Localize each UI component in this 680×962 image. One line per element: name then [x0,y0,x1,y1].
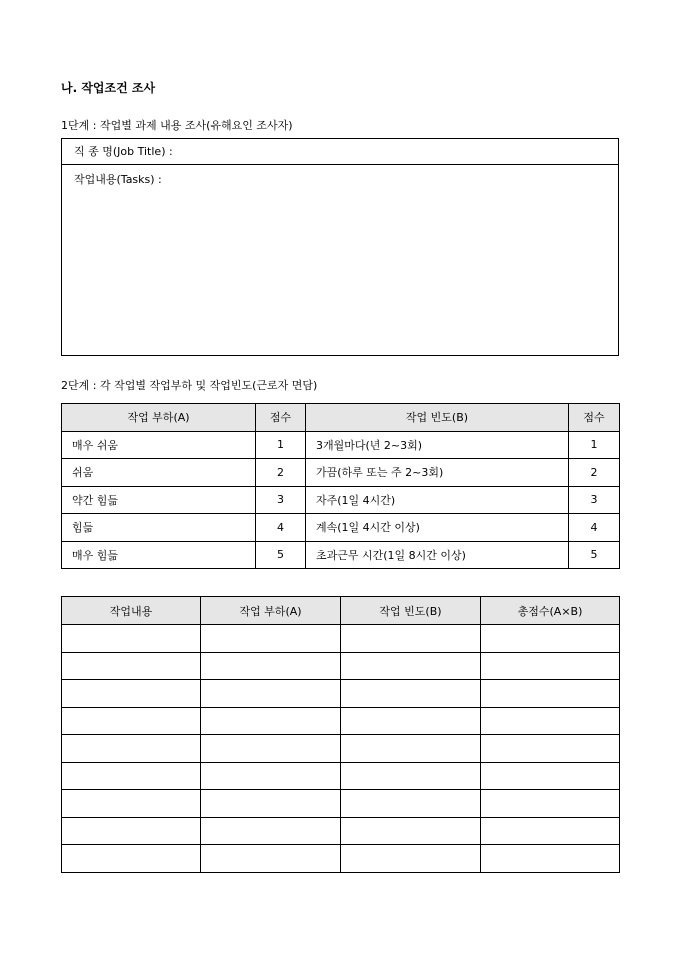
table-row [62,652,620,680]
job-title-field[interactable] [62,139,618,165]
task-content-cell[interactable] [62,845,201,873]
job-info-box [61,138,619,356]
load-score-cell: 1 [256,431,306,459]
table-header-row [62,404,620,432]
task-content-cell[interactable] [62,707,201,735]
frequency-score-cell: 1 [569,431,620,459]
load-cell: 약간 힘듦 [62,486,256,514]
work-load-cell[interactable] [201,817,341,845]
header-work-frequency: 작업 빈도(B) [341,597,481,625]
table-row [62,790,620,818]
header-frequency-score: 점수 [569,404,620,432]
frequency-score-cell: 5 [569,541,620,569]
total-score-cell[interactable] [481,680,620,708]
table-row [62,459,620,487]
step1-title: 1단계 : 작업별 과제 내용 조사(유해요인 조사자) [61,119,293,132]
work-frequency-cell[interactable] [341,762,481,790]
total-score-cell[interactable] [481,817,620,845]
frequency-score-cell: 4 [569,514,620,542]
table-row [62,845,620,873]
load-cell: 쉬움 [62,459,256,487]
load-cell: 매우 힘듦 [62,541,256,569]
table-header-row [62,597,620,625]
frequency-score-cell: 2 [569,459,620,487]
load-cell: 매우 쉬움 [62,431,256,459]
table-row [62,762,620,790]
work-load-cell[interactable] [201,707,341,735]
tasks-label: 작업내용(Tasks) : [74,173,162,186]
tasks-field[interactable] [62,165,618,187]
task-content-cell[interactable] [62,817,201,845]
header-load: 작업 부하(A) [62,404,256,432]
total-score-cell[interactable] [481,625,620,653]
work-load-cell[interactable] [201,735,341,763]
task-content-cell[interactable] [62,680,201,708]
total-score-cell[interactable] [481,652,620,680]
frequency-cell: 3개월마다(년 2~3회) [306,431,569,459]
task-content-cell[interactable] [62,735,201,763]
table-row [62,486,620,514]
table-row [62,680,620,708]
work-load-cell[interactable] [201,790,341,818]
table-row [62,817,620,845]
frequency-score-cell: 3 [569,486,620,514]
total-score-cell[interactable] [481,762,620,790]
load-score-cell: 3 [256,486,306,514]
frequency-cell: 가끔(하루 또는 주 2~3회) [306,459,569,487]
step2-title: 2단계 : 각 작업별 작업부하 및 작업빈도(근로자 면담) [61,379,318,392]
work-load-cell[interactable] [201,625,341,653]
work-load-cell[interactable] [201,680,341,708]
task-content-cell[interactable] [62,762,201,790]
frequency-cell: 계속(1일 4시간 이상) [306,514,569,542]
section-title: 나. 작업조건 조사 [61,81,156,95]
work-frequency-cell[interactable] [341,735,481,763]
load-score-cell: 2 [256,459,306,487]
work-load-cell[interactable] [201,652,341,680]
task-content-cell[interactable] [62,652,201,680]
total-score-cell[interactable] [481,845,620,873]
work-frequency-cell[interactable] [341,652,481,680]
frequency-cell: 초과근무 시간(1일 8시간 이상) [306,541,569,569]
load-score-cell: 5 [256,541,306,569]
load-frequency-table [61,403,620,569]
score-calculation-table [61,596,620,873]
work-frequency-cell[interactable] [341,817,481,845]
table-row [62,625,620,653]
table-row [62,735,620,763]
table-row [62,514,620,542]
work-frequency-cell[interactable] [341,707,481,735]
header-total-score: 총점수(A×B) [481,597,620,625]
frequency-cell: 자주(1일 4시간) [306,486,569,514]
table-row [62,541,620,569]
work-frequency-cell[interactable] [341,790,481,818]
work-load-cell[interactable] [201,845,341,873]
header-task-content: 작업내용 [62,597,201,625]
work-frequency-cell[interactable] [341,845,481,873]
load-cell: 힘듦 [62,514,256,542]
header-load-score: 점수 [256,404,306,432]
header-frequency: 작업 빈도(B) [306,404,569,432]
total-score-cell[interactable] [481,707,620,735]
task-content-cell[interactable] [62,625,201,653]
work-load-cell[interactable] [201,762,341,790]
job-title-label: 직 종 명(Job Title) : [74,145,173,158]
load-score-cell: 4 [256,514,306,542]
total-score-cell[interactable] [481,790,620,818]
task-content-cell[interactable] [62,790,201,818]
total-score-cell[interactable] [481,735,620,763]
work-frequency-cell[interactable] [341,625,481,653]
work-frequency-cell[interactable] [341,680,481,708]
header-work-load: 작업 부하(A) [201,597,341,625]
table-row [62,431,620,459]
table-row [62,707,620,735]
